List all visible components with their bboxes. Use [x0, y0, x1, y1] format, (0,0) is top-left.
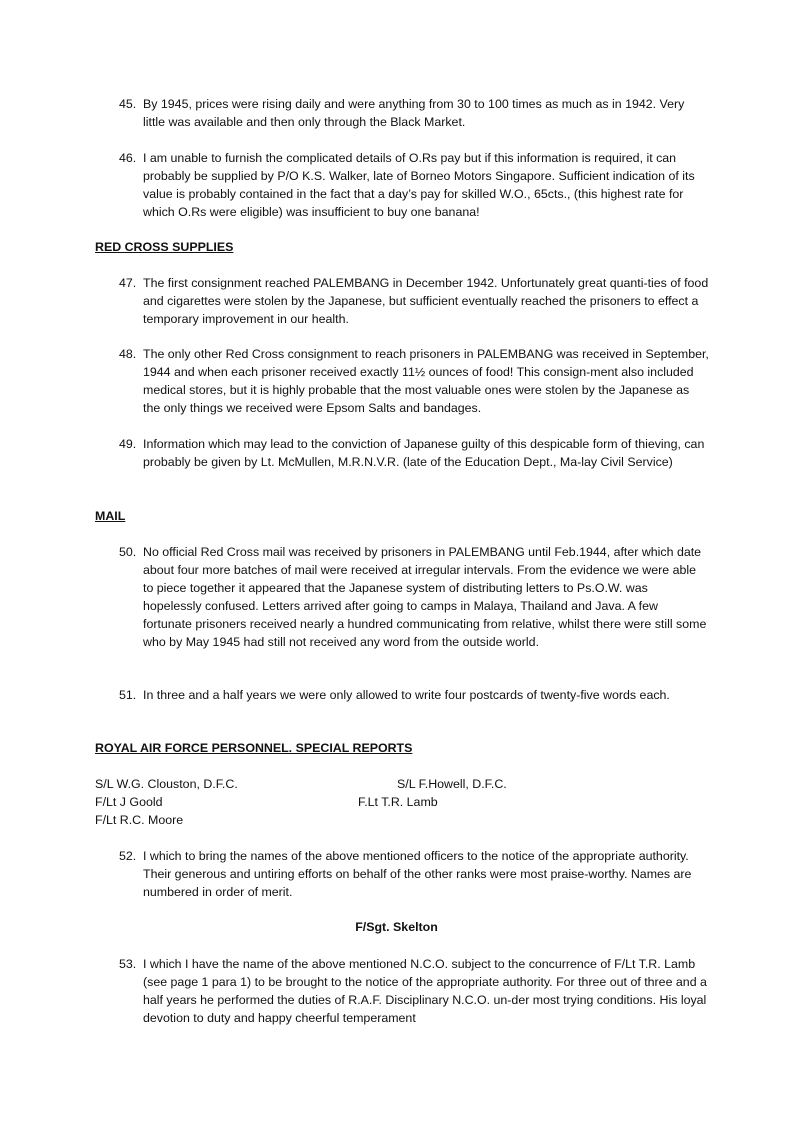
paragraph-text: The only other Red Cross consignment to reach prisoners in PALEMBANG was received in September, 1944 and when each prisoner received exactly 11½ ounces of food! This consign-ment also included medical stores, but it is highly probable that the most valuable ones were stolen by the Japanese as the only things we received were Epsom Salts and bandages. [143, 347, 709, 415]
paragraph-number: 45. [119, 97, 137, 111]
heading-raf-personnel: ROYAL AIR FORCE PERSONNEL. SPECIAL REPORTS [95, 741, 413, 755]
paragraph-text: I which I have the name of the above mentioned N.C.O. subject to the concurrence of F/Lt T.R. Lamb (see page 1 para 1) to be brought to the notice of the appropriate authority. For three out of three and a half years he performed the duties of R.A.F. Disciplinary N.C.O. un-der most trying conditions. His loyal devotion to duty and happy cheerful temperament [143, 957, 707, 1025]
paragraph-50 [119, 543, 709, 651]
subheading-nco-name: F/Sgt. Skelton [355, 920, 438, 934]
paragraph-text: No official Red Cross mail was received by prisoners in PALEMBANG until Feb.1944, after which date about four more batches of mail were received at irregular intervals. From the evidence we were able to piece together it appeared that the Japanese system of distributing letters to Ps.O.W. was hopelessly confused. Letters arrived after going to camps in Malaya, Thailand and Java. A few fortunate prisoners received nearly a hundred communicating from relative, whilst there were still some who by May 1945 had still not received any word from the outside world. [143, 545, 707, 649]
paragraph-number: 53. [119, 957, 137, 971]
paragraph-46 [119, 149, 709, 221]
paragraph-text: In three and a half years we were only allowed to write four postcards of twenty-five words each. [143, 688, 670, 702]
paragraph-text: By 1945, prices were rising daily and were anything from 30 to 100 times as much as in 1942. Very little was available and then only through the Black Market. [143, 97, 685, 129]
officer-name: F/Lt J Goold [95, 795, 163, 809]
paragraph-number: 51. [119, 688, 137, 702]
paragraph-number: 49. [119, 437, 137, 451]
paragraph-number: 47. [119, 276, 137, 290]
paragraph-51 [119, 686, 709, 704]
paragraph-47 [119, 274, 709, 328]
paragraph-number: 46. [119, 151, 137, 165]
heading-red-cross-supplies: RED CROSS SUPPLIES [95, 240, 234, 254]
paragraph-text: I am unable to furnish the complicated details of O.Rs pay but if this information is required, it can probably be supplied by P/O K.S. Walker, late of Borneo Motors Singapore. Sufficient indication of its value is probably contained in the fact that a day’s pay for skilled W.O., 65cts., (this highest rate for which O.Rs were eligible) was insufficient to buy one banana! [143, 151, 695, 219]
officer-name: S/L W.G. Clouston, D.F.C. [95, 777, 238, 791]
paragraph-number: 48. [119, 347, 137, 361]
paragraph-text: I which to bring the names of the above mentioned officers to the notice of the appropriate authority. Their generous and untiring efforts on behalf of the other ranks were most praise-worthy. Names are numbered in order of merit. [143, 849, 692, 899]
officer-name: F/Lt R.C. Moore [95, 813, 184, 827]
officer-name: S/L F.Howell, D.F.C. [397, 777, 507, 791]
paragraph-48 [119, 345, 709, 417]
paragraph-text: The first consignment reached PALEMBANG in December 1942. Unfortunately great quanti-ties of food and cigarettes were stolen by the Japanese, but sufficient eventually reached the prisoners to effect a temporary improvement in our health. [143, 276, 709, 326]
paragraph-number: 52. [119, 849, 137, 863]
paragraph-text: Information which may lead to the conviction of Japanese guilty of this despicable form of thieving, can probably be given by Lt. McMullen, M.R.N.V.R. (late of the Education Dept., Ma-lay Civil Service) [143, 437, 705, 469]
paragraph-number: 50. [119, 545, 137, 559]
paragraph-45 [119, 95, 709, 131]
officer-name: F.Lt T.R. Lamb [358, 795, 438, 809]
heading-mail: MAIL [95, 509, 126, 523]
paragraph-53 [119, 955, 709, 1027]
paragraph-49 [119, 435, 709, 471]
paragraph-52 [119, 847, 709, 901]
